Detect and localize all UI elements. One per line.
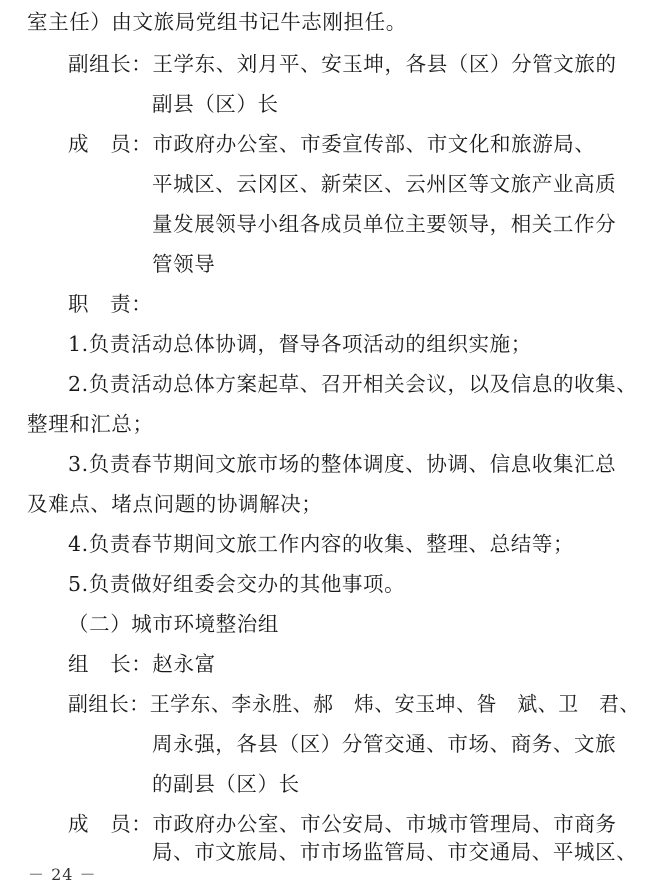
text-line-members-cont-1: 平城区、云冈区、新荣区、云州区等文旅产业高质: [152, 172, 617, 196]
text-line-duty-1: 1.负责活动总体协调，督导各项活动的组织实施；: [68, 332, 532, 356]
text-line-duty-4: 4.负责春节期间文旅工作内容的收集、整理、总结等；: [68, 532, 575, 556]
text-line-deputy-leaders-2: 副组长：王学东、李永胜、郝 炜、安玉坤、昝 斌、卫 君、: [68, 692, 640, 716]
text-line-continuation: 室主任）由文旅局党组书记牛志刚担任。: [27, 10, 407, 34]
text-line-duty-2: 2.负责活动总体方案起草、召开相关会议，以及信息的收集、: [68, 372, 638, 396]
text-line-members-2-cont: 局、市文旅局、市市场监管局、市交通局、平城区、: [152, 840, 638, 864]
text-line-deputy-leaders-2-cont-1: 周永强，各县（区）分管交通、市场、商务、文旅: [152, 732, 617, 756]
section-heading-city-environment: （二）城市环境整治组: [68, 612, 279, 636]
text-line-deputy-leaders: 副组长：王学东、刘月平、安玉坤，各县（区）分管文旅的: [68, 52, 617, 76]
text-line-duty-3: 3.负责春节期间文旅市场的整体调度、协调、信息收集汇总: [68, 452, 617, 476]
text-line-deputy-leaders-2-cont-2: 的副县（区）长: [152, 772, 300, 796]
text-line-deputy-leaders-cont: 副县（区）长: [152, 92, 279, 116]
text-line-members-2: 成 员：市政府办公室、市公安局、市城市管理局、市商务: [68, 812, 617, 836]
text-line-members-cont-2: 量发展领导小组各成员单位主要领导，相关工作分: [152, 212, 617, 236]
text-line-members-cont-3: 管领导: [152, 252, 216, 276]
page-number: － 24 －: [28, 865, 97, 884]
text-line-duty-3-cont: 及难点、堵点问题的协调解决；: [27, 492, 323, 516]
text-line-duty-2-cont: 整理和汇总；: [27, 412, 154, 436]
text-line-members: 成 员：市政府办公室、市委宣传部、市文化和旅游局、: [68, 132, 596, 156]
text-line-group-leader: 组 长：赵永富: [68, 652, 216, 676]
text-line-duties-label: 职 责：: [68, 292, 153, 316]
text-line-duty-5: 5.负责做好组委会交办的其他事项。: [68, 572, 406, 596]
